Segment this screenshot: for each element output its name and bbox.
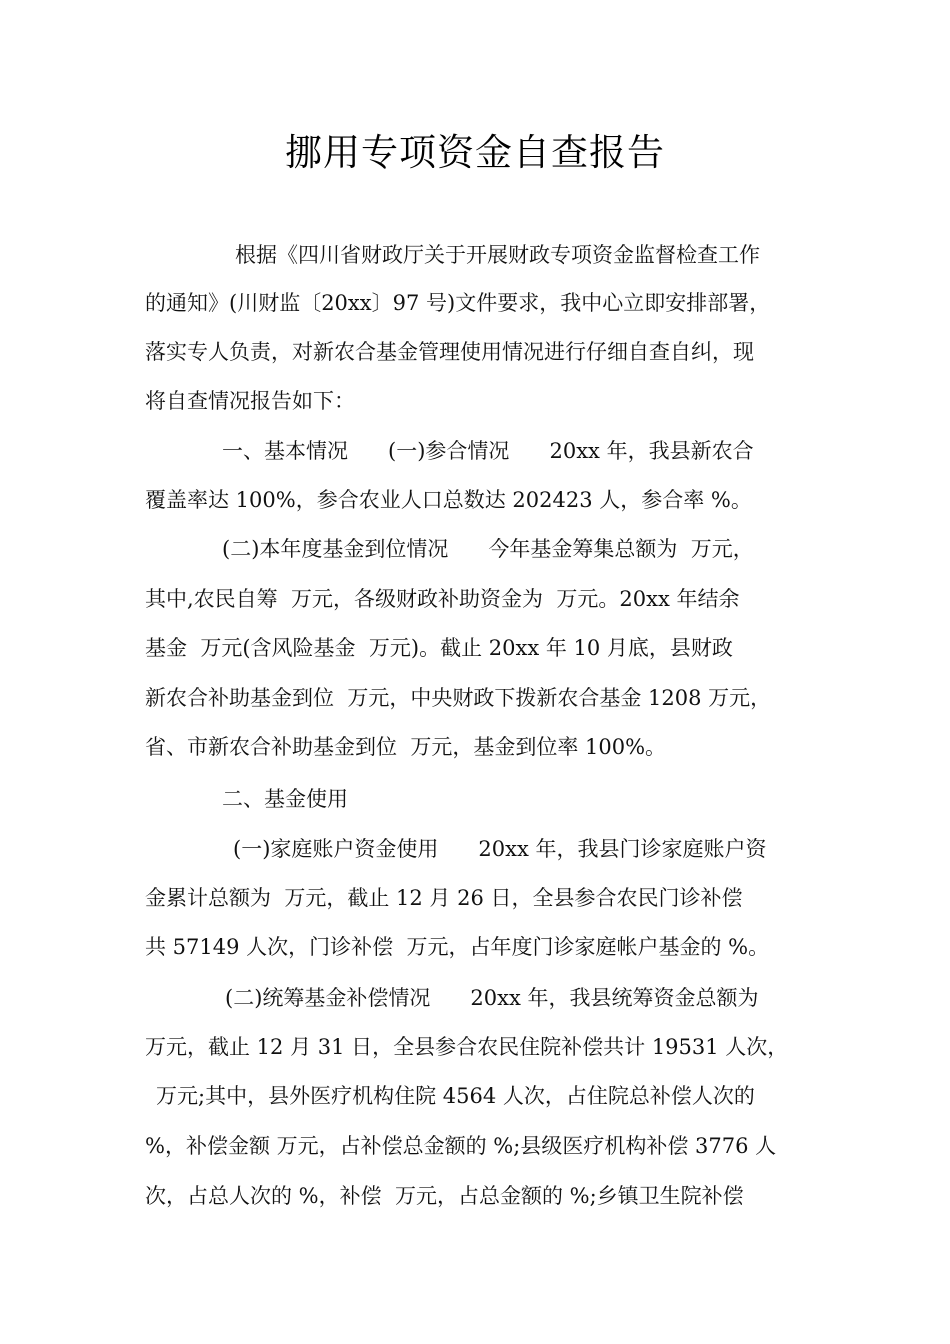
paragraph-line: 的通知》(川财监〔20xx〕97 号)文件要求，我中心立即安排部署， bbox=[145, 291, 771, 315]
paragraph-line: 共 57149 人次，门诊补偿 万元，占年度门诊家庭帐户基金的 %。 bbox=[145, 935, 770, 959]
paragraph-line: 根据《四川省财政厅关于开展财政专项资金监督检查工作 bbox=[235, 243, 760, 267]
paragraph-line: 落实专人负责，对新农合基金管理使用情况进行仔细自查自纠，现 bbox=[145, 340, 754, 364]
paragraph-line: (二)本年度基金到位情况 今年基金筹集总额为 万元， bbox=[222, 537, 754, 561]
paragraph-line: 省、市新农合补助基金到位 万元，基金到位率 100%。 bbox=[145, 735, 667, 759]
paragraph-line: 新农合补助基金到位 万元，中央财政下拨新农合基金 1208 万元， bbox=[145, 686, 772, 710]
paragraph-line: 万元，截止 12 月 31 日，全县参合农民住院补偿共计 19531 人次， bbox=[145, 1035, 789, 1059]
paragraph-line: 金累计总额为 万元，截止 12 月 26 日，全县参合农民门诊补偿 bbox=[145, 886, 743, 910]
paragraph-line: 基金 万元(含风险基金 万元)。截止 20xx 年 10 月底，县财政 bbox=[145, 636, 733, 660]
section-heading-line: 一、基本情况 (一)参合情况 20xx 年，我县新农合 bbox=[222, 439, 754, 463]
paragraph-line: %，补偿金额 万元，占补偿总金额的 %;县级医疗机构补偿 3776 人 bbox=[145, 1134, 777, 1158]
paragraph-line: 万元;其中，县外医疗机构住院 4564 人次，占住院总补偿人次的 bbox=[156, 1084, 755, 1108]
paragraph-line: 将自查情况报告如下： bbox=[145, 389, 355, 413]
paragraph-line: 其中,农民自筹 万元，各级财政补助资金为 万元。20xx 年结余 bbox=[145, 587, 740, 611]
paragraph-line: 覆盖率达 100%，参合农业人口总数达 202423 人，参合率 %。 bbox=[145, 488, 752, 512]
document-title: 挪用专项资金自查报告 bbox=[285, 131, 665, 174]
paragraph-line: 次，占总人次的 %，补偿 万元，占总金额的 %;乡镇卫生院补偿 bbox=[145, 1184, 744, 1208]
paragraph-line: (一)家庭账户资金使用 20xx 年，我县门诊家庭账户资 bbox=[233, 837, 767, 861]
paragraph-line: (二)统筹基金补偿情况 20xx 年，我县统筹资金总额为 bbox=[225, 986, 759, 1010]
section-heading-line: 二、基金使用 bbox=[222, 787, 348, 811]
